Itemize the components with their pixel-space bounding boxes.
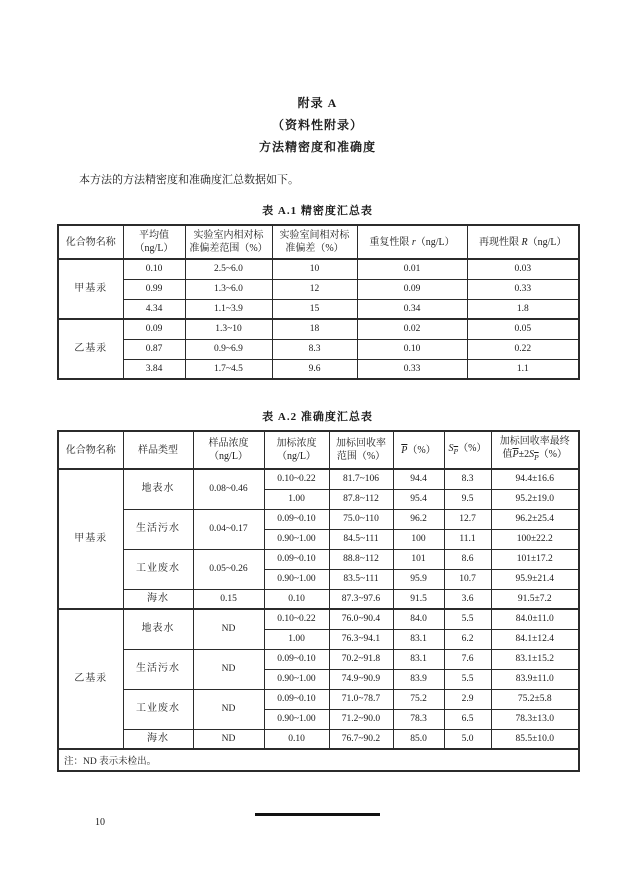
sample-type-cell: 地表水 — [123, 469, 193, 509]
table-cell: 8.6 — [444, 549, 491, 569]
table-cell: 7.6 — [444, 649, 491, 669]
table-cell: 0.87 — [123, 339, 185, 359]
table-cell: 95.9 — [393, 569, 444, 589]
table-cell: 0.10 — [264, 729, 329, 749]
table-row — [58, 689, 579, 709]
table-cell: 83.5~111 — [329, 569, 393, 589]
table-cell: 0.10~0.22 — [264, 609, 329, 629]
table-cell: 88.8~112 — [329, 549, 393, 569]
table-cell: 84.0 — [393, 609, 444, 629]
table-cell: 5.5 — [444, 609, 491, 629]
table-cell: 0.99 — [123, 279, 185, 299]
table-cell: 0.90~1.00 — [264, 669, 329, 689]
table-cell: 76.0~90.4 — [329, 609, 393, 629]
table-cell: 100±22.2 — [491, 529, 579, 549]
accuracy-table-header — [58, 431, 579, 469]
sample-conc-cell: 0.04~0.17 — [193, 509, 264, 549]
precision-table — [57, 224, 580, 380]
table-cell: 81.7~106 — [329, 469, 393, 489]
table-cell: 83.9 — [393, 669, 444, 689]
table-cell: 75.2 — [393, 689, 444, 709]
col-header-compound: 化合物名称 — [58, 225, 123, 259]
table-cell: 0.05 — [467, 319, 579, 339]
table-cell: 0.33 — [467, 279, 579, 299]
table-cell: 0.09 — [357, 279, 467, 299]
table-row — [58, 319, 579, 339]
table-cell: 0.09~0.10 — [264, 509, 329, 529]
table-cell: 95.2±19.0 — [491, 489, 579, 509]
table-cell: 85.0 — [393, 729, 444, 749]
table-cell: 4.34 — [123, 299, 185, 319]
table-cell: 76.3~94.1 — [329, 629, 393, 649]
accuracy-table-footer — [58, 749, 579, 771]
table-row — [58, 589, 579, 609]
table-row — [58, 549, 579, 569]
table-cell: 84.1±12.4 — [491, 629, 579, 649]
table-cell: 94.4±16.6 — [491, 469, 579, 489]
col-header-recovery-range: 加标回收率 范围（%） — [329, 431, 393, 469]
page-number: 10 — [95, 817, 105, 828]
table-cell: 74.9~90.9 — [329, 669, 393, 689]
table-row — [58, 359, 579, 379]
table-cell: 0.90~1.00 — [264, 569, 329, 589]
table-cell: 94.4 — [393, 469, 444, 489]
table-cell: 5.0 — [444, 729, 491, 749]
table-row — [58, 279, 579, 299]
table-cell: 0.02 — [357, 319, 467, 339]
table-cell: 1.3~6.0 — [185, 279, 272, 299]
table-cell: 96.2±25.4 — [491, 509, 579, 529]
table-cell: 9.6 — [272, 359, 357, 379]
table-cell: 1.00 — [264, 489, 329, 509]
col-header-repeatability: 重复性限 r（ng/L） — [357, 225, 467, 259]
table-cell: 0.09~0.10 — [264, 549, 329, 569]
table-cell: 83.1±15.2 — [491, 649, 579, 669]
sample-type-cell: 工业废水 — [123, 549, 193, 589]
header-row — [58, 431, 579, 469]
table-cell: 0.10~0.22 — [264, 469, 329, 489]
sample-conc-cell: ND — [193, 609, 264, 649]
col-header-mean: 平均值 （ng/L） — [123, 225, 185, 259]
table-cell: 87.3~97.6 — [329, 589, 393, 609]
col-header-spike-conc: 加标浓度 （ng/L） — [264, 431, 329, 469]
table-cell: 6.5 — [444, 709, 491, 729]
table-cell: 95.9±21.4 — [491, 569, 579, 589]
sample-type-cell: 地表水 — [123, 609, 193, 649]
table-cell: 10.7 — [444, 569, 491, 589]
table-cell: 0.10 — [357, 339, 467, 359]
accuracy-table-title: 表 A.2 准确度汇总表 — [262, 411, 373, 423]
header-row — [58, 225, 579, 259]
sample-conc-cell: 0.05~0.26 — [193, 549, 264, 589]
table-cell: 0.10 — [123, 259, 185, 279]
table-cell: 12.7 — [444, 509, 491, 529]
precision-table-title: 表 A.1 精密度汇总表 — [262, 205, 373, 217]
table-row — [58, 299, 579, 319]
appendix-subtitle: （资料性附录） — [271, 118, 363, 132]
table-cell: 0.01 — [357, 259, 467, 279]
table-cell: 0.22 — [467, 339, 579, 359]
sample-type-cell: 海水 — [123, 729, 193, 749]
table-cell: 76.7~90.2 — [329, 729, 393, 749]
table-cell: 85.5±10.0 — [491, 729, 579, 749]
table-cell: 83.1 — [393, 629, 444, 649]
table-row — [58, 729, 579, 749]
end-of-text-rule — [255, 813, 380, 816]
table-row — [58, 259, 579, 279]
table-cell: 0.09~0.10 — [264, 649, 329, 669]
table-cell: 1.3~10 — [185, 319, 272, 339]
table-cell: 0.9~6.9 — [185, 339, 272, 359]
compound-cell: 乙基汞 — [58, 319, 123, 379]
table-note: 注：ND 表示未检出。 — [58, 749, 579, 771]
col-header-mean-recovery: $\overline{P}(\%)$ — [393, 431, 444, 469]
table-cell: 96.2 — [393, 509, 444, 529]
appendix-heading: 方法精密度和准确度 — [258, 140, 376, 154]
table-cell: 1.1~3.9 — [185, 299, 272, 319]
sample-type-cell: 生活污水 — [123, 649, 193, 689]
table-cell: 91.5 — [393, 589, 444, 609]
table-row — [58, 609, 579, 629]
col-header-sample-conc: 样品浓度 （ng/L） — [193, 431, 264, 469]
table-cell: 11.1 — [444, 529, 491, 549]
table-cell: 91.5±7.2 — [491, 589, 579, 609]
table-cell: 1.1 — [467, 359, 579, 379]
table-cell: 1.8 — [467, 299, 579, 319]
compound-cell: 乙基汞 — [58, 609, 123, 749]
table-row — [58, 509, 579, 529]
table-cell: 3.6 — [444, 589, 491, 609]
intro-paragraph: 本方法的方法精密度和准确度汇总数据如下。 — [79, 174, 299, 186]
table-cell: 87.8~112 — [329, 489, 393, 509]
table-cell: 15 — [272, 299, 357, 319]
sample-type-cell: 生活污水 — [123, 509, 193, 549]
table-cell: 78.3 — [393, 709, 444, 729]
col-header-sample-type: 样品类型 — [123, 431, 193, 469]
note-row — [58, 749, 579, 771]
table-cell: 0.03 — [467, 259, 579, 279]
sample-type-cell: 海水 — [123, 589, 193, 609]
table-cell: 101±17.2 — [491, 549, 579, 569]
table-cell: 3.84 — [123, 359, 185, 379]
table-row — [58, 339, 579, 359]
table-cell: 75.0~110 — [329, 509, 393, 529]
accuracy-table — [57, 430, 580, 772]
col-header-intra-rsd: 实验室内相对标 准偏差范围（%） — [185, 225, 272, 259]
table-cell: 0.33 — [357, 359, 467, 379]
accuracy-table-body — [58, 469, 579, 749]
table-cell: 5.5 — [444, 669, 491, 689]
col-header-inter-rsd: 实验室间相对标 准偏差（%） — [272, 225, 357, 259]
sample-conc-cell: ND — [193, 689, 264, 729]
table-cell: 0.90~1.00 — [264, 529, 329, 549]
table-row — [58, 469, 579, 489]
table-cell: 78.3±13.0 — [491, 709, 579, 729]
table-cell: 1.7~4.5 — [185, 359, 272, 379]
table-cell: 95.4 — [393, 489, 444, 509]
table-cell: 2.9 — [444, 689, 491, 709]
table-cell: 84.5~111 — [329, 529, 393, 549]
table-cell: 2.5~6.0 — [185, 259, 272, 279]
sample-conc-cell: 0.08~0.46 — [193, 469, 264, 509]
col-header-final-recovery: 加标回收率最终 值$\overline{P}\pm 2S_{\overline{P}}(\%)$ — [491, 431, 579, 469]
sample-conc-cell: ND — [193, 649, 264, 689]
table-cell: 83.9±11.0 — [491, 669, 579, 689]
compound-cell: 甲基汞 — [58, 259, 123, 319]
table-row — [58, 649, 579, 669]
table-cell: 83.1 — [393, 649, 444, 669]
table-cell: 1.00 — [264, 629, 329, 649]
table-cell: 84.0±11.0 — [491, 609, 579, 629]
precision-table-body — [58, 259, 579, 379]
table-cell: 71.2~90.0 — [329, 709, 393, 729]
table-cell: 75.2±5.8 — [491, 689, 579, 709]
appendix-title: 附录 A — [297, 96, 338, 110]
col-header-compound: 化合物名称 — [58, 431, 123, 469]
sample-conc-cell: 0.15 — [193, 589, 264, 609]
table-cell: 0.10 — [264, 589, 329, 609]
sample-type-cell: 工业废水 — [123, 689, 193, 729]
table-cell: 0.90~1.00 — [264, 709, 329, 729]
table-cell: 0.09 — [123, 319, 185, 339]
table-cell: 9.5 — [444, 489, 491, 509]
table-cell: 10 — [272, 259, 357, 279]
col-header-recovery-sd: $S_{\overline{P}}(\%)$ — [444, 431, 491, 469]
table-cell: 6.2 — [444, 629, 491, 649]
table-cell: 71.0~78.7 — [329, 689, 393, 709]
table-cell: 8.3 — [444, 469, 491, 489]
table-cell: 8.3 — [272, 339, 357, 359]
table-cell: 101 — [393, 549, 444, 569]
col-header-reproducibility: 再现性限 R（ng/L） — [467, 225, 579, 259]
table-cell: 0.34 — [357, 299, 467, 319]
sample-conc-cell: ND — [193, 729, 264, 749]
table-cell: 18 — [272, 319, 357, 339]
table-cell: 0.09~0.10 — [264, 689, 329, 709]
table-cell: 12 — [272, 279, 357, 299]
table-cell: 100 — [393, 529, 444, 549]
compound-cell: 甲基汞 — [58, 469, 123, 609]
table-cell: 70.2~91.8 — [329, 649, 393, 669]
precision-table-header — [58, 225, 579, 259]
